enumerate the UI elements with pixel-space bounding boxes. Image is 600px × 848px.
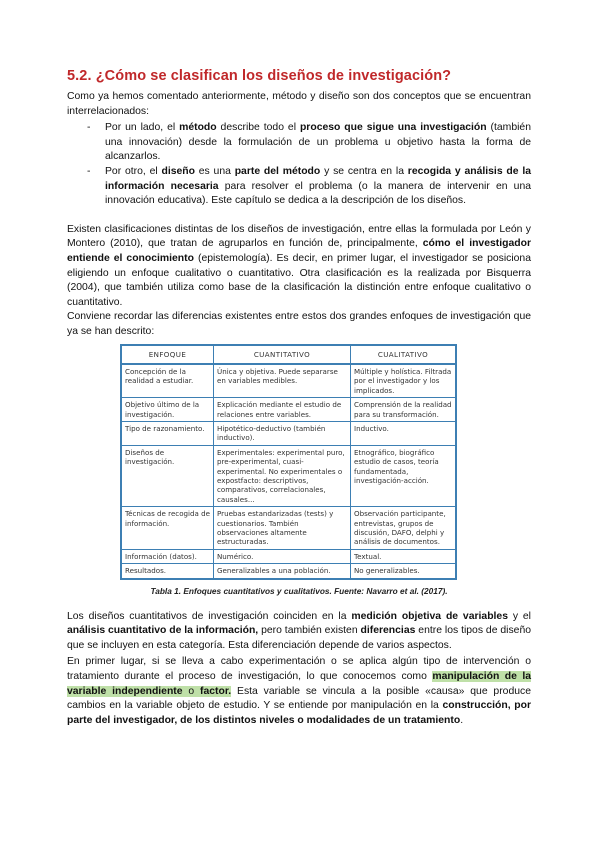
paragraph-text: entre los tipos de diseño que se incluyen en esta categoría. Esta diferenciación depende de varios aspectos. — [67, 625, 532, 651]
table-cell: Comprensión de la realidad para su transformación. — [351, 398, 457, 422]
table-row — [121, 364, 456, 398]
paragraph-text: pero también existen — [258, 625, 361, 637]
highlighted-bold: factor. — [200, 685, 232, 697]
table-cell: Inductivo. — [351, 421, 457, 445]
bullet-item-diseno — [67, 165, 531, 209]
table-row — [121, 445, 456, 506]
bullet-text: (también una innovación) desde la formulación de un problema u objetivo hasta la forma de alcanzarlos. — [105, 122, 531, 163]
bullet-bold: parte del método — [234, 165, 321, 177]
bullet-dash: - — [87, 122, 91, 134]
paragraph-text: . — [460, 714, 464, 726]
table-cell: Múltiple y holística. Filtrada por el investigador y los implicados. — [351, 364, 457, 398]
bullet-text: es una — [194, 165, 235, 177]
table-row — [121, 564, 456, 579]
bullet-bold: recogida y análisis de la información necesaria — [105, 165, 531, 192]
paragraph-bold: diferencias — [360, 625, 416, 637]
bullet-text: Por un lado, el — [105, 122, 180, 134]
highlighted-bold: manipulación de la variable independiente — [67, 671, 532, 697]
table-cell: Única y objetiva. Puede separarse en variables medibles. — [214, 364, 351, 398]
table-cell: Pruebas estandarizadas (tests) y cuestionarios. También observaciones altamente estructuradas. — [214, 507, 351, 550]
quantitative-designs-paragraph — [67, 610, 531, 654]
paragraph-text: En primer lugar, si se lleva a cabo experimentación o se aplica algún tipo de intervención o tratamiento durante el proceso de investigación, lo que conocemos como — [67, 656, 531, 682]
bullet-text: y se centra en la — [320, 165, 408, 177]
header-cuantitativo: CUANTITATIVO — [214, 345, 351, 364]
bullet-bold: proceso que sigue una investigación — [299, 122, 487, 134]
header-cualitativo: CUALITATIVO — [351, 345, 457, 364]
paragraph-bold: medición objetiva de variables — [351, 610, 508, 622]
bullet-text: para resolver el problema (o la manera de intervenir en una innovación educativa). Este capítulo se dedica a la descripción de los diseños. — [105, 180, 531, 207]
table-caption: Tabla 1. Enfoques cuantitativos y cualitativos. Fuente: Navarro et al. (2017). — [150, 585, 448, 596]
intro-paragraph: Como ya hemos comentado anteriormente, método y diseño son dos conceptos que se encuentran interrelacionados: — [67, 91, 531, 117]
table-cell: Numérico. — [214, 549, 351, 563]
approaches-table — [120, 344, 457, 580]
table-cell: Concepción de la realidad a estudiar. — [121, 364, 214, 398]
paragraph-text: (epistemología). Es decir, en primer lugar, el investigador se posiciona eligiendo un enfoque cualitativo o cuantitativo. Otra clasificación es la realizada por Bisquerra (2004), que también utiliza como base de la clasificación la distinción entre enfoque cualitativo o cuantitativo. — [67, 252, 531, 308]
manipulation-paragraph — [67, 655, 531, 728]
table-row — [121, 549, 456, 563]
bullet-bold: diseño — [161, 165, 195, 177]
table-cell: Textual. — [351, 549, 457, 563]
paragraph-text: Los diseños cuantitativos de investigación coinciden en la — [67, 610, 352, 622]
bullet-list — [67, 121, 531, 209]
table-cell: Técnicas de recogida de información. — [121, 507, 214, 550]
paragraph-text: Esta variable se vincula a la posible «causa» que produce cambios en la variable objeto de estudio. Y se entiende por manipulación en la — [67, 685, 531, 712]
paragraph-bold: análisis cuantitativo de la información, — [67, 625, 259, 637]
bullet-bold: método — [179, 122, 217, 134]
paragraph-text: Existen clasificaciones distintas de los diseños de investigación, entre ellas la formulada por León y Montero (2010), que tratan de agruparlos en función de, principalmente, — [67, 223, 531, 250]
table-row — [121, 507, 456, 550]
table-cell: Tipo de razonamiento. — [121, 421, 214, 445]
table-cell: Explicación mediante el estudio de relaciones entre variables. — [214, 398, 351, 422]
bullet-text: Por otro, el — [105, 165, 162, 177]
table-header-row — [121, 345, 456, 364]
table-cell: Generalizables a una población. — [214, 564, 351, 579]
bullet-item-metodo — [67, 121, 531, 165]
section-title: 5.2. ¿Cómo se clasifican los diseños de investigación? — [67, 68, 452, 84]
paragraph-text: y el — [508, 610, 531, 622]
table-figure — [120, 344, 457, 580]
table-cell: Diseños de investigación. — [121, 445, 214, 506]
table-cell: No generalizables. — [351, 564, 457, 579]
bullet-text: describe todo el — [216, 122, 300, 134]
paragraph-bold: construcción, por parte del investigador, de los distintos niveles o modalidades de un tratamiento — [67, 700, 531, 726]
table-intro-paragraph: Conviene recordar las diferencias existentes entre estos dos grandes enfoques de investigación que ya se han descrito: — [67, 311, 531, 337]
paragraph-bold: cómo el investigador entiende el conocimiento — [67, 238, 531, 264]
classification-paragraph — [67, 223, 531, 311]
table-cell: Etnográfico, biográfico estudio de casos, teoría fundamentada, investigación-acción. — [351, 445, 457, 506]
table-cell: Objetivo último de la investigación. — [121, 398, 214, 422]
table-cell: Hipotético-deductivo (también inductivo). — [214, 421, 351, 445]
document-page — [67, 68, 531, 728]
header-enfoque: ENFOQUE — [121, 345, 214, 364]
table-cell: Información (datos). — [121, 549, 214, 563]
table-cell: Experimentales: experimental puro, pre-experimental, cuasi-experimental. No experimentales o expostfacto: descriptivos, comparativos, correlacionales, causales... — [214, 445, 351, 506]
table-cell: Observación participante, entrevistas, grupos de discusión, DAFO, delphi y análisis de documentos. — [351, 507, 457, 550]
table-cell: Resultados. — [121, 564, 214, 579]
bullet-dash: - — [87, 165, 91, 177]
highlighted-text: o — [182, 685, 200, 697]
table-row — [121, 398, 456, 422]
table-row — [121, 421, 456, 445]
